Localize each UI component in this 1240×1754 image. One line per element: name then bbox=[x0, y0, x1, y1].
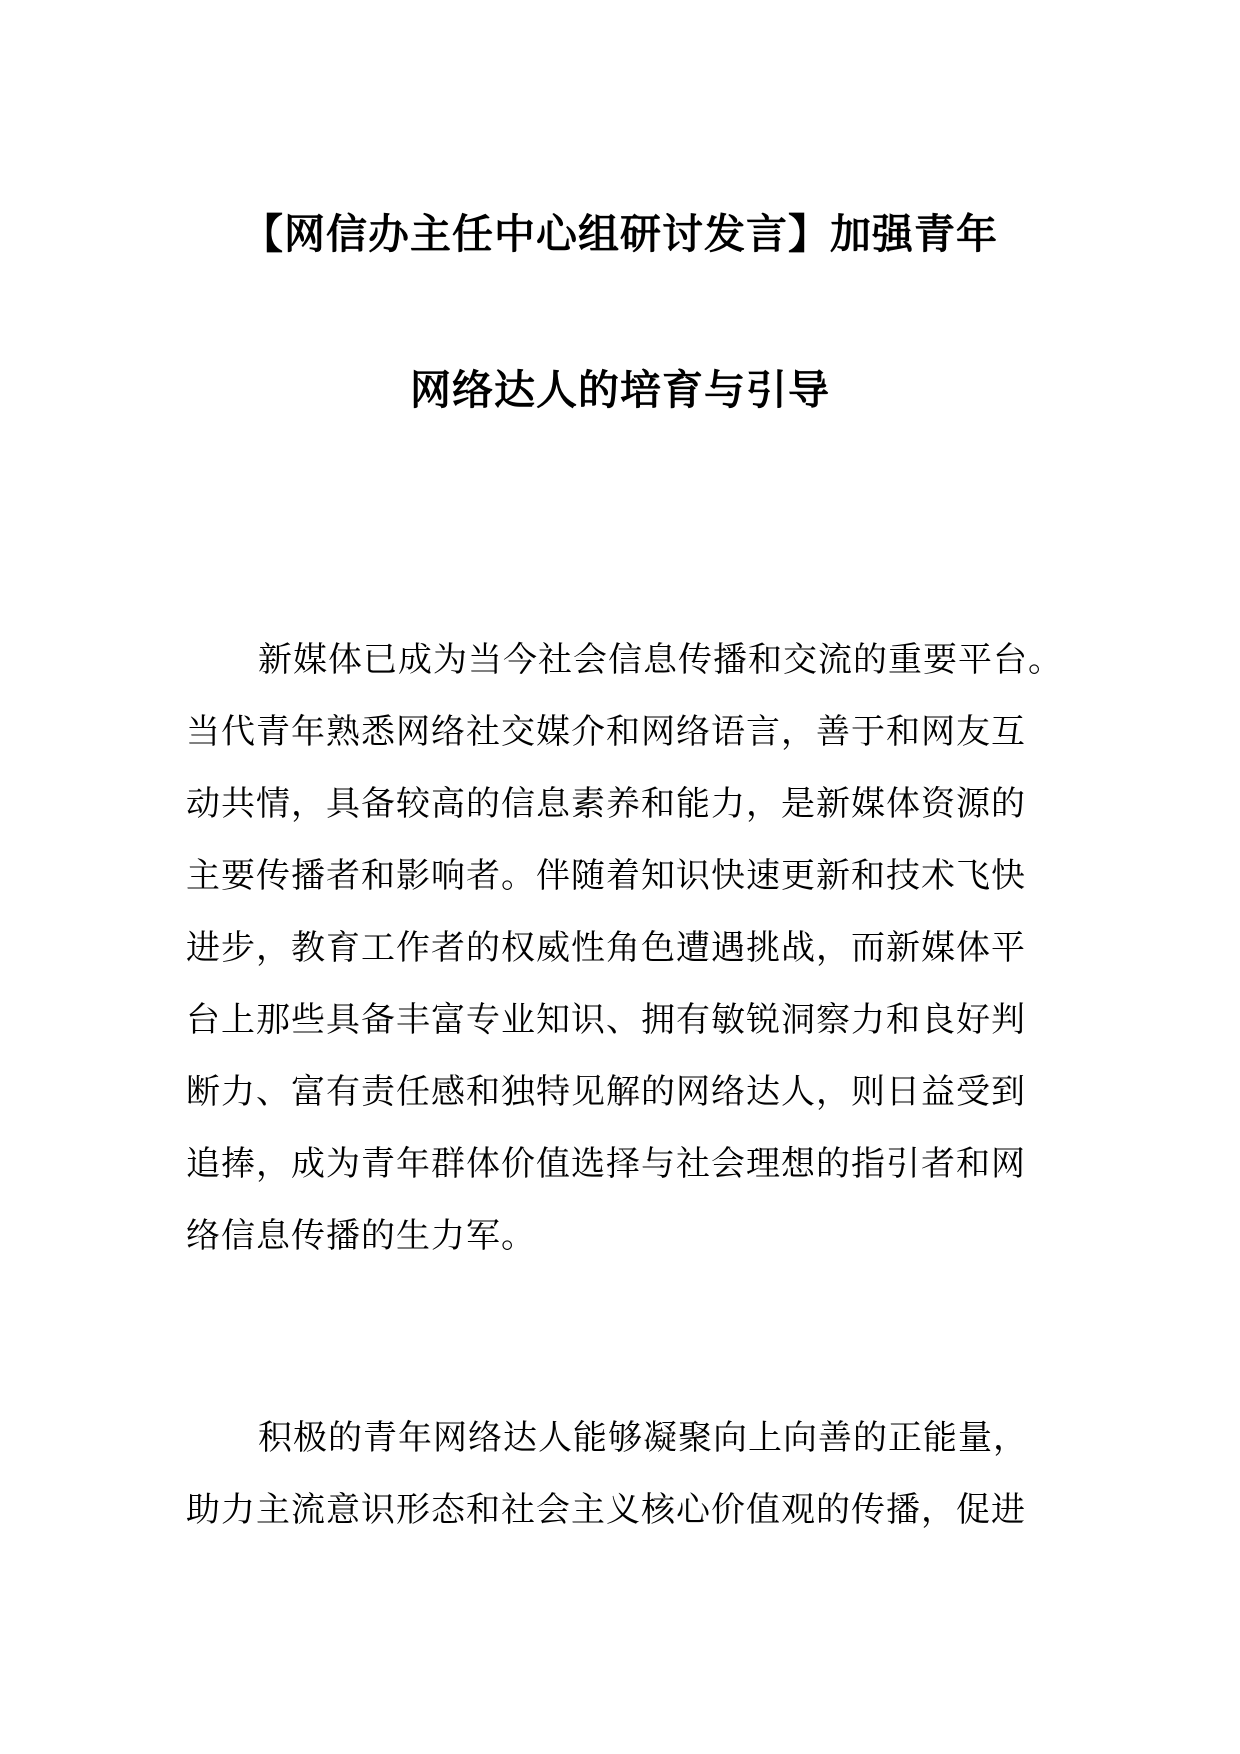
paragraph-1-line: 当代青年熟悉网络社交媒介和网络语言，善于和网友互 bbox=[186, 712, 1026, 752]
paragraph-1-line: 络信息传播的生力军。 bbox=[186, 1216, 536, 1256]
document-title-line-2: 网络达人的培育与引导 bbox=[410, 366, 830, 414]
paragraph-1-line: 新媒体已成为当今社会信息传播和交流的重要平台。 bbox=[258, 640, 1063, 680]
paragraph-1-line: 主要传播者和影响者。伴随着知识快速更新和技术飞快 bbox=[186, 856, 1026, 896]
paragraph-2-line: 助力主流意识形态和社会主义核心价值观的传播，促进 bbox=[186, 1490, 1026, 1530]
paragraph-1-line: 台上那些具备丰富专业知识、拥有敏锐洞察力和良好判 bbox=[186, 1000, 1026, 1040]
paragraph-2-line: 积极的青年网络达人能够凝聚向上向善的正能量， bbox=[258, 1418, 1028, 1458]
paragraph-1-line: 进步，教育工作者的权威性角色遭遇挑战，而新媒体平 bbox=[186, 928, 1026, 968]
paragraph-1-line: 追捧，成为青年群体价值选择与社会理想的指引者和网 bbox=[186, 1144, 1026, 1184]
paragraph-1-line: 断力、富有责任感和独特见解的网络达人，则日益受到 bbox=[186, 1072, 1026, 1112]
document-title-line-1: 【网信办主任中心组研讨发言】加强青年 bbox=[242, 210, 998, 258]
paragraph-1-line: 动共情，具备较高的信息素养和能力，是新媒体资源的 bbox=[186, 784, 1026, 824]
